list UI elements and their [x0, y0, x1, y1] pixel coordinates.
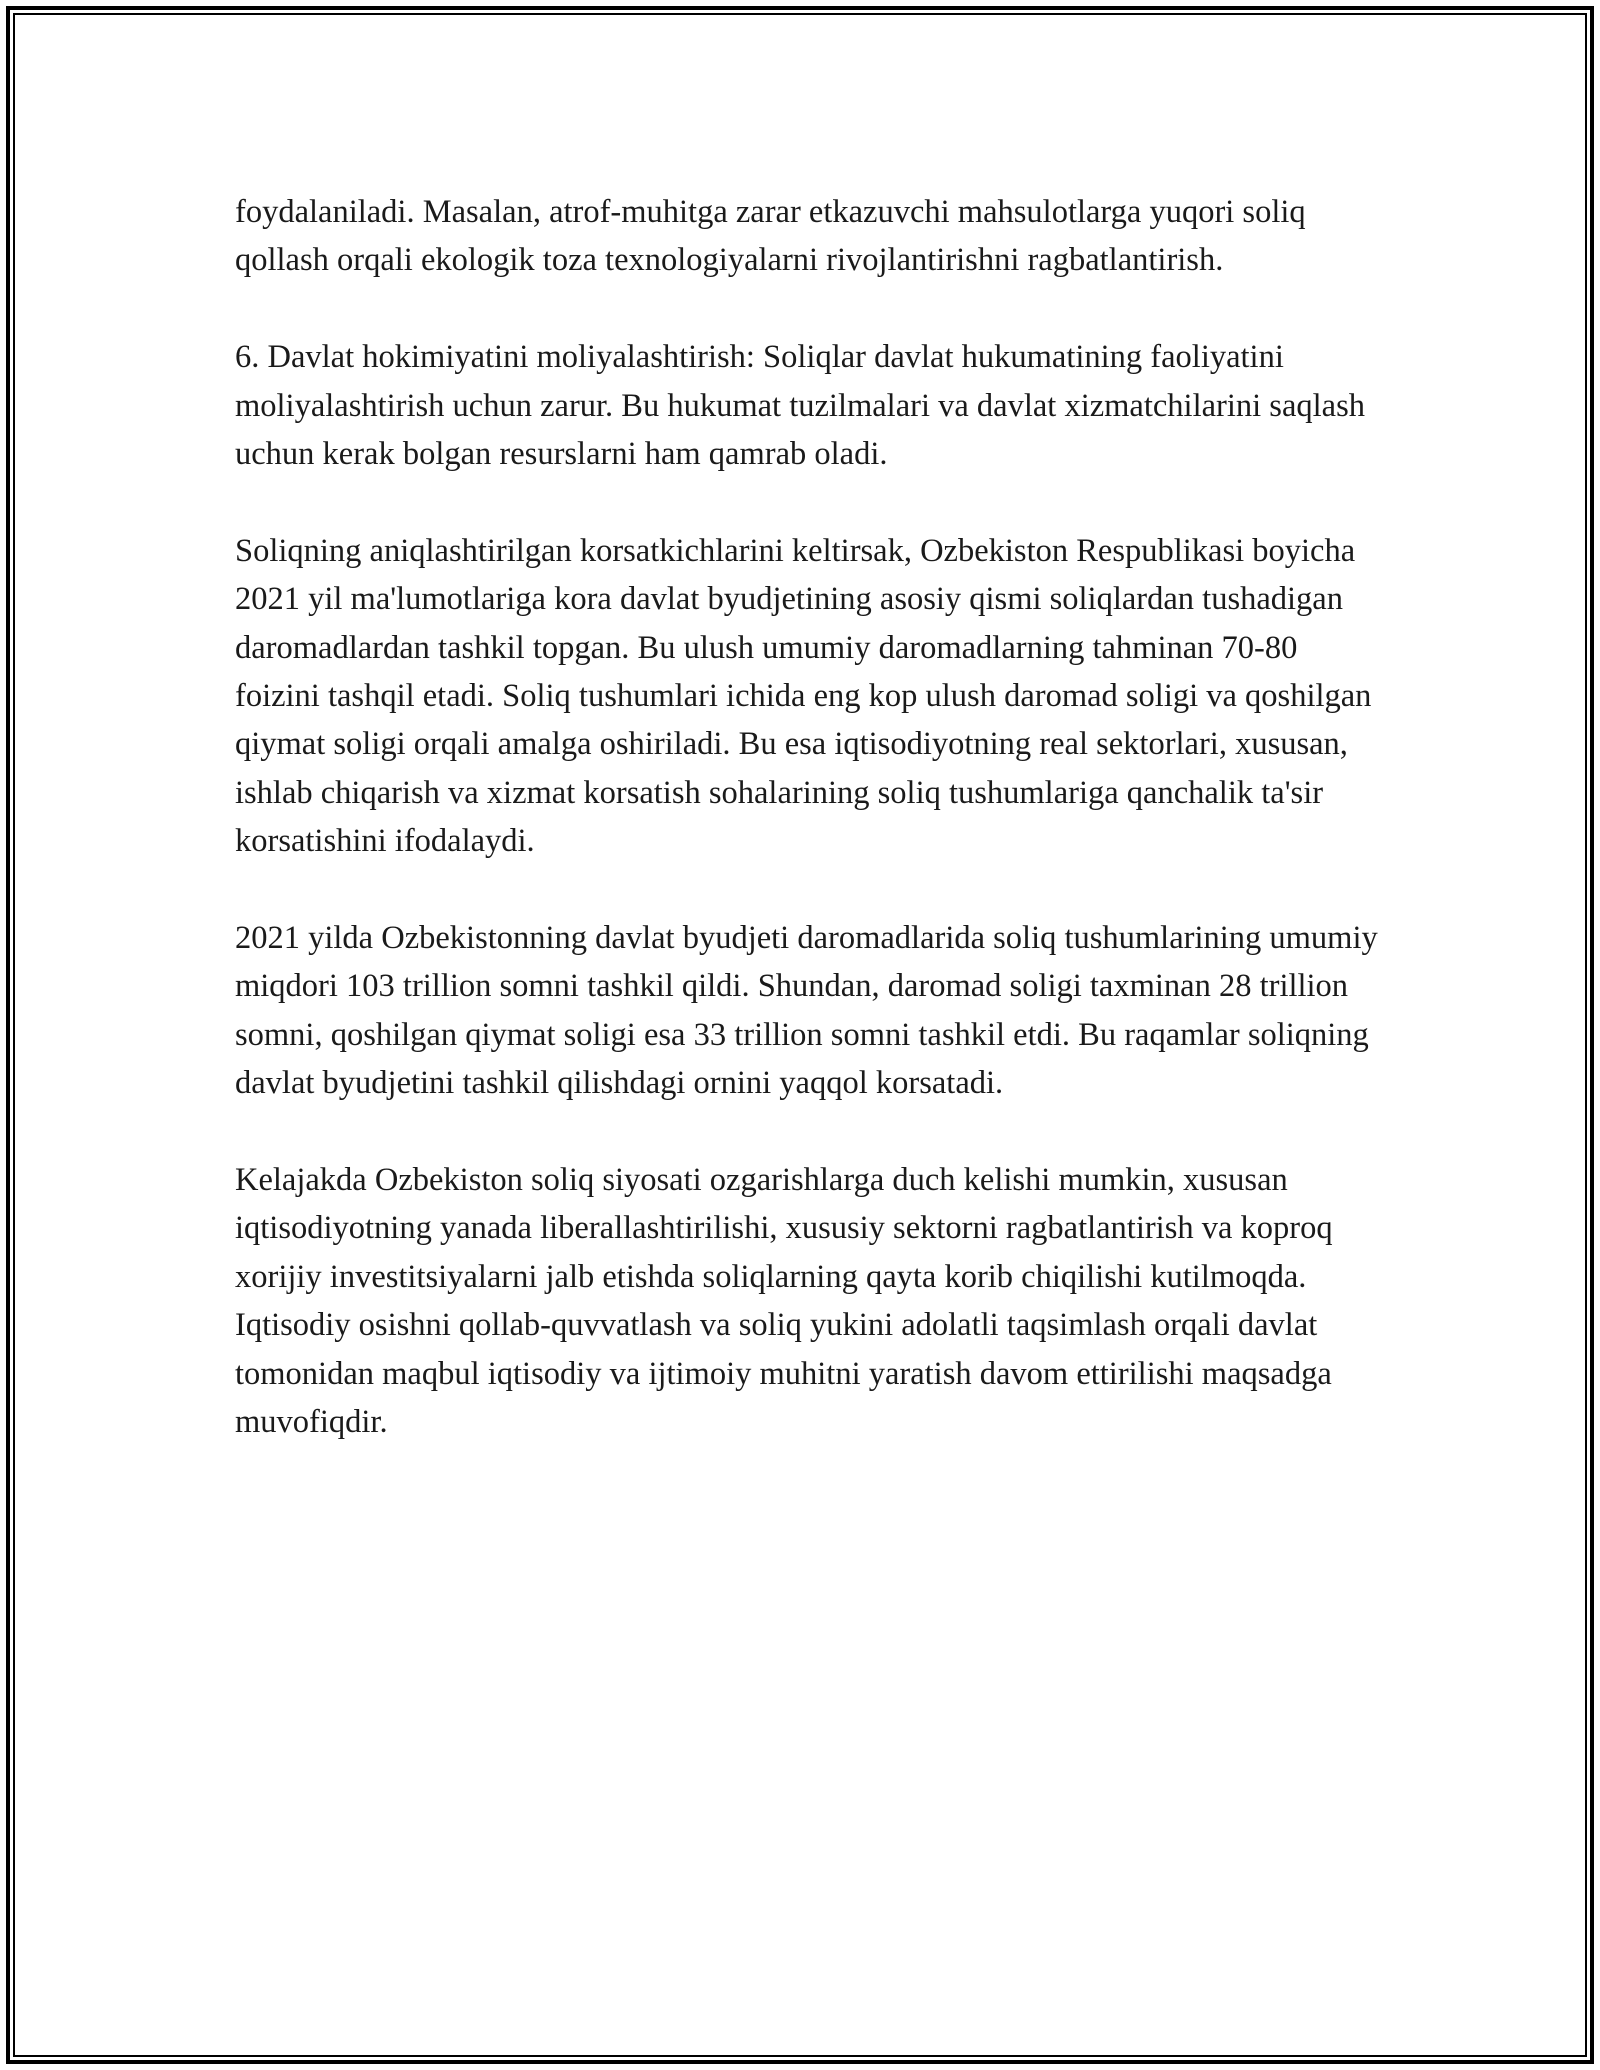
document-body [235, 188, 1385, 1495]
paragraph-future-policy: Kelajakda Ozbekiston soliq siyosati ozgarishlarga duch kelishi mumkin, xususan iqtisodiyotning yanada liberallashtirilishi, xususiy sektorni ragbatlantirish va koproq xorijiy investitsiyalarni jalb etishda soliqlarning qayta korib chiqilishi kutilmoqda. Iqtisodiy osishni qollab-quvvatlash va soliq yukini adolatli taqsimlash orqali davlat tomonidan maqbul iqtisodiy va ijtimoiy muhitni yaratish davom ettirilishi maqsadga muvofiqdir. [235, 1162, 1333, 1441]
paragraph-continuation: foydalaniladi. Masalan, atrof-muhitga zarar etkazuvchi mahsulotlarga yuqori soliq qollash orqali ekologik toza texnologiyalarni rivojlantirishni ragbatlantirish. [235, 194, 1306, 279]
paragraph-item-6: 6. Davlat hokimiyatini moliyalashtirish: Soliqlar davlat hukumatining faoliyatini moliyalashtirish uchun zarur. Bu hukumat tuzilmalari va davlat xizmatchilarini saqlash uchun kerak bolgan resurslarni ham qamrab oladi. [235, 339, 1365, 473]
paragraph-indicators: Soliqning aniqlashtirilgan korsatkichlarini keltirsak, Ozbekiston Respublikasi boyicha 2021 yil ma'lumotlariga kora davlat byudjetining asosiy qismi soliqlardan tushadigan daromadlardan tashkil topgan. Bu ulush umumiy daromadlarning tahminan 70-80 foizini tashqil etadi. Soliq tushumlari ichida eng kop ulush daromad soligi va qoshilgan qiymat soligi orqali amalga oshiriladi. Bu esa iqtisodiyotning real sektorlari, xususan, ishlab chiqarish va xizmat korsatish sohalarining soliq tushumlariga qanchalik ta'sir korsatishini ifodalaydi. [235, 532, 1372, 860]
paragraph-2021-revenue: 2021 yilda Ozbekistonning davlat byudjeti daromadlarida soliq tushumlarining umumiy miqdori 103 trillion somni tashkil qildi. Shundan, daromad soligi taxminan 28 trillion somni, qoshilgan qiymat soligi esa 33 trillion somni tashkil etdi. Bu raqamlar soliqning davlat byudjetini tashkil qilishdagi ornini yaqqol korsatadi. [235, 920, 1378, 1102]
